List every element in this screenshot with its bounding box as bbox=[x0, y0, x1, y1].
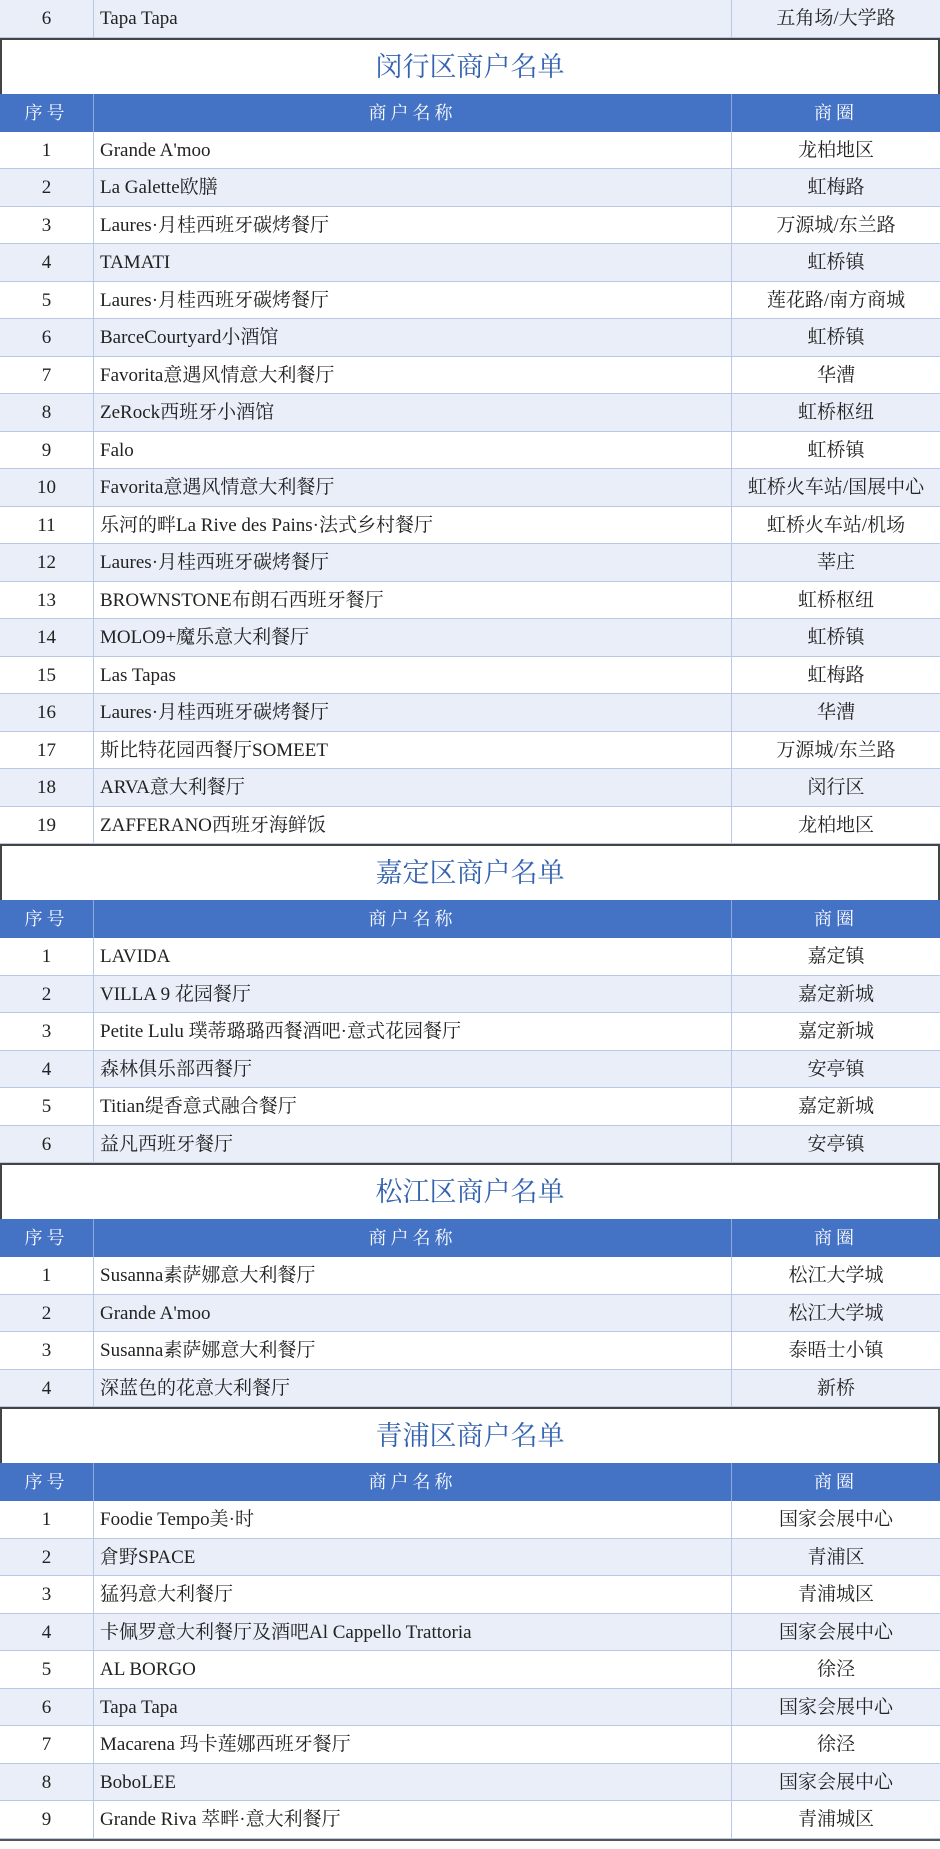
header-name: 商户名称 bbox=[94, 1219, 732, 1257]
table-row bbox=[0, 432, 940, 470]
merchant-name: Laures·月桂西班牙碳烤餐厅 bbox=[94, 207, 732, 244]
merchant-name: TAMATI bbox=[94, 244, 732, 281]
table-row bbox=[0, 1051, 940, 1089]
merchant-name: Tapa Tapa bbox=[94, 0, 732, 37]
business-area: 虹梅路 bbox=[807, 177, 865, 198]
table-row bbox=[0, 169, 940, 207]
table-row bbox=[0, 1501, 940, 1539]
section-title: 闵行区商户名单 bbox=[0, 38, 940, 94]
merchant-name: Susanna素萨娜意大利餐厅 bbox=[94, 1257, 732, 1294]
table-row bbox=[0, 807, 940, 845]
row-number: 3 bbox=[0, 1013, 94, 1050]
table-header bbox=[0, 1463, 940, 1501]
business-area: 华漕 bbox=[816, 364, 855, 386]
merchant-name: Grande A'moo bbox=[94, 1295, 732, 1332]
business-area: 虹桥镇 bbox=[807, 439, 865, 461]
row-number: 12 bbox=[0, 544, 94, 581]
header-area: 商圈 bbox=[814, 909, 858, 929]
table-row bbox=[0, 1576, 940, 1614]
table-row bbox=[0, 1689, 940, 1727]
header-number: 序号 bbox=[0, 900, 94, 938]
table-row bbox=[0, 732, 940, 770]
merchant-name: 森林俱乐部西餐厅 bbox=[94, 1051, 732, 1088]
business-area: 嘉定镇 bbox=[807, 946, 865, 967]
table-row bbox=[0, 0, 940, 38]
merchant-name: Las Tapas bbox=[94, 657, 732, 694]
business-area: 国家会展中心 bbox=[778, 1696, 893, 1718]
merchant-name: VILLA 9 花园餐厅 bbox=[94, 976, 732, 1013]
header-name: 商户名称 bbox=[94, 900, 732, 938]
section-title: 松江区商户名单 bbox=[0, 1163, 940, 1219]
row-number: 5 bbox=[0, 1651, 94, 1688]
merchant-name: 卡佩罗意大利餐厅及酒吧Al Cappello Trattoria bbox=[94, 1614, 732, 1651]
row-number: 7 bbox=[0, 357, 94, 394]
merchant-name: 倉野SPACE bbox=[94, 1539, 732, 1576]
row-number: 6 bbox=[0, 1689, 94, 1726]
table-row bbox=[0, 207, 940, 245]
row-number: 2 bbox=[0, 169, 94, 206]
merchant-name: Macarena 玛卡莲娜西班牙餐厅 bbox=[94, 1726, 732, 1763]
merchant-name: ZeRock西班牙小酒馆 bbox=[94, 394, 732, 431]
row-number: 5 bbox=[0, 282, 94, 319]
district-section bbox=[0, 844, 940, 1163]
business-area: 虹桥火车站/机场 bbox=[766, 514, 906, 536]
row-number: 1 bbox=[0, 938, 94, 975]
table-row bbox=[0, 976, 940, 1014]
business-area: 松江大学城 bbox=[788, 1302, 884, 1324]
table-bottom-border bbox=[0, 1839, 940, 1844]
row-number: 4 bbox=[0, 1614, 94, 1651]
business-area: 青浦区 bbox=[807, 1546, 865, 1568]
merchant-name: 猛犸意大利餐厅 bbox=[94, 1576, 732, 1613]
row-number: 11 bbox=[0, 507, 94, 544]
business-area: 徐泾 bbox=[816, 1659, 855, 1680]
table-row bbox=[0, 1801, 940, 1839]
table-row bbox=[0, 1539, 940, 1577]
header-area: 商圈 bbox=[814, 102, 858, 123]
header-number: 序号 bbox=[0, 1219, 94, 1257]
merchant-name: 乐河的畔La Rive des Pains·法式乡村餐厅 bbox=[94, 507, 732, 544]
business-area: 嘉定新城 bbox=[797, 1021, 874, 1042]
merchant-name: Laures·月桂西班牙碳烤餐厅 bbox=[94, 694, 732, 731]
row-number: 17 bbox=[0, 732, 94, 769]
merchant-name: Favorita意遇风情意大利餐厅 bbox=[94, 357, 732, 394]
district-section bbox=[0, 1407, 940, 1839]
business-area: 闵行区 bbox=[807, 777, 865, 798]
header-number: 序号 bbox=[0, 94, 94, 132]
row-number: 13 bbox=[0, 582, 94, 619]
business-area: 华漕 bbox=[816, 702, 855, 723]
business-area: 万源城/东兰路 bbox=[776, 739, 896, 761]
business-area: 安亭镇 bbox=[807, 1133, 865, 1155]
merchant-name: Tapa Tapa bbox=[94, 1689, 732, 1726]
row-number: 8 bbox=[0, 1764, 94, 1801]
merchant-name: Favorita意遇风情意大利餐厅 bbox=[94, 469, 732, 506]
table-header bbox=[0, 1219, 940, 1257]
row-number: 7 bbox=[0, 1726, 94, 1763]
merchant-name: 益凡西班牙餐厅 bbox=[94, 1126, 732, 1163]
row-number: 5 bbox=[0, 1088, 94, 1125]
row-number: 3 bbox=[0, 1332, 94, 1369]
table-row bbox=[0, 1257, 940, 1295]
table-row bbox=[0, 1370, 940, 1408]
row-number: 8 bbox=[0, 394, 94, 431]
section-title: 嘉定区商户名单 bbox=[0, 844, 940, 900]
row-number: 1 bbox=[0, 132, 94, 169]
merchant-name: Grande A'moo bbox=[94, 132, 732, 169]
row-number: 1 bbox=[0, 1501, 94, 1538]
business-area: 五角场/大学路 bbox=[776, 8, 896, 29]
row-number: 16 bbox=[0, 694, 94, 731]
business-area: 虹桥火车站/国展中心 bbox=[747, 477, 925, 498]
merchant-name: Foodie Tempo美·时 bbox=[94, 1501, 732, 1538]
merchant-name: Petite Lulu 璞蒂璐璐西餐酒吧·意式花园餐厅 bbox=[94, 1013, 732, 1050]
merchant-name: ARVA意大利餐厅 bbox=[94, 769, 732, 806]
table-row bbox=[0, 1126, 940, 1164]
row-number: 2 bbox=[0, 1295, 94, 1332]
merchant-name: Titian缇香意式融合餐厅 bbox=[94, 1088, 732, 1125]
business-area: 虹桥枢纽 bbox=[797, 589, 874, 611]
table-row bbox=[0, 582, 940, 620]
row-number: 6 bbox=[0, 0, 94, 37]
merchant-name: Susanna素萨娜意大利餐厅 bbox=[94, 1332, 732, 1369]
business-area: 莲花路/南方商城 bbox=[766, 289, 906, 311]
row-number: 4 bbox=[0, 1370, 94, 1407]
table-row bbox=[0, 469, 940, 507]
row-number: 10 bbox=[0, 469, 94, 506]
business-area: 徐泾 bbox=[816, 1734, 855, 1755]
merchant-name: Laures·月桂西班牙碳烤餐厅 bbox=[94, 282, 732, 319]
business-area: 虹桥镇 bbox=[807, 327, 865, 348]
business-area: 松江大学城 bbox=[788, 1265, 884, 1286]
table-header bbox=[0, 94, 940, 132]
business-area: 青浦城区 bbox=[797, 1584, 874, 1605]
table-row bbox=[0, 282, 940, 320]
table-row bbox=[0, 544, 940, 582]
merchant-name: BROWNSTONE布朗石西班牙餐厅 bbox=[94, 582, 732, 619]
merchant-name: Falo bbox=[94, 432, 732, 469]
business-area: 国家会展中心 bbox=[778, 1509, 893, 1530]
table-row bbox=[0, 244, 940, 282]
business-area: 青浦城区 bbox=[797, 1809, 874, 1830]
merchant-name: Laures·月桂西班牙碳烤餐厅 bbox=[94, 544, 732, 581]
merchant-name: AL BORGO bbox=[94, 1651, 732, 1688]
table-row bbox=[0, 507, 940, 545]
district-section bbox=[0, 1163, 940, 1407]
business-area: 嘉定新城 bbox=[797, 1096, 874, 1117]
header-name: 商户名称 bbox=[94, 1463, 732, 1501]
business-area: 嘉定新城 bbox=[797, 983, 874, 1005]
business-area: 龙柏地区 bbox=[797, 814, 874, 836]
merchant-name: ZAFFERANO西班牙海鲜饭 bbox=[94, 807, 732, 844]
row-number: 19 bbox=[0, 807, 94, 844]
business-area: 虹桥枢纽 bbox=[797, 402, 874, 423]
table-row bbox=[0, 1764, 940, 1802]
table-row bbox=[0, 1726, 940, 1764]
table-row bbox=[0, 132, 940, 170]
header-number: 序号 bbox=[0, 1463, 94, 1501]
table-row bbox=[0, 1295, 940, 1333]
business-area: 泰晤士小镇 bbox=[788, 1340, 884, 1361]
business-area: 莘庄 bbox=[816, 552, 855, 573]
table-row bbox=[0, 1614, 940, 1652]
table-row bbox=[0, 938, 940, 976]
row-number: 2 bbox=[0, 1539, 94, 1576]
merchant-name: MOLO9+魔乐意大利餐厅 bbox=[94, 619, 732, 656]
table-row bbox=[0, 1332, 940, 1370]
table-row bbox=[0, 1088, 940, 1126]
table-row bbox=[0, 619, 940, 657]
table-row bbox=[0, 1013, 940, 1051]
merchant-name: 斯比特花园西餐厅SOMEET bbox=[94, 732, 732, 769]
row-number: 9 bbox=[0, 1801, 94, 1838]
row-number: 14 bbox=[0, 619, 94, 656]
row-number: 6 bbox=[0, 319, 94, 356]
table-row bbox=[0, 769, 940, 807]
table-row bbox=[0, 1651, 940, 1689]
merchant-name: BarceCourtyard小酒馆 bbox=[94, 319, 732, 356]
row-number: 1 bbox=[0, 1257, 94, 1294]
district-section bbox=[0, 38, 940, 845]
business-area: 新桥 bbox=[816, 1377, 855, 1399]
row-number: 3 bbox=[0, 1576, 94, 1613]
row-number: 9 bbox=[0, 432, 94, 469]
merchant-name: La Galette欧膳 bbox=[94, 169, 732, 206]
business-area: 龙柏地区 bbox=[797, 139, 874, 161]
merchant-name: Grande Riva 萃畔·意大利餐厅 bbox=[94, 1801, 732, 1838]
header-area: 商圈 bbox=[814, 1472, 858, 1492]
business-area: 国家会展中心 bbox=[778, 1771, 893, 1793]
business-area: 虹桥镇 bbox=[807, 252, 865, 273]
row-number: 2 bbox=[0, 976, 94, 1013]
row-number: 3 bbox=[0, 207, 94, 244]
section-title: 青浦区商户名单 bbox=[0, 1407, 940, 1463]
header-name: 商户名称 bbox=[94, 94, 732, 132]
row-number: 6 bbox=[0, 1126, 94, 1163]
business-area: 安亭镇 bbox=[807, 1058, 865, 1080]
merchant-name: 深蓝色的花意大利餐厅 bbox=[94, 1370, 732, 1407]
header-area: 商圈 bbox=[814, 1228, 858, 1248]
row-number: 4 bbox=[0, 1051, 94, 1088]
merchant-name: LAVIDA bbox=[94, 938, 732, 975]
business-area: 国家会展中心 bbox=[778, 1621, 893, 1643]
table-row bbox=[0, 394, 940, 432]
table-row bbox=[0, 657, 940, 695]
row-number: 15 bbox=[0, 657, 94, 694]
table-row bbox=[0, 694, 940, 732]
table-header bbox=[0, 900, 940, 938]
table-row bbox=[0, 357, 940, 395]
row-number: 18 bbox=[0, 769, 94, 806]
business-area: 虹桥镇 bbox=[807, 627, 865, 648]
row-number: 4 bbox=[0, 244, 94, 281]
business-area: 万源城/东兰路 bbox=[776, 214, 896, 236]
business-area: 虹梅路 bbox=[807, 664, 865, 686]
merchant-name: BoboLEE bbox=[94, 1764, 732, 1801]
table-row bbox=[0, 319, 940, 357]
